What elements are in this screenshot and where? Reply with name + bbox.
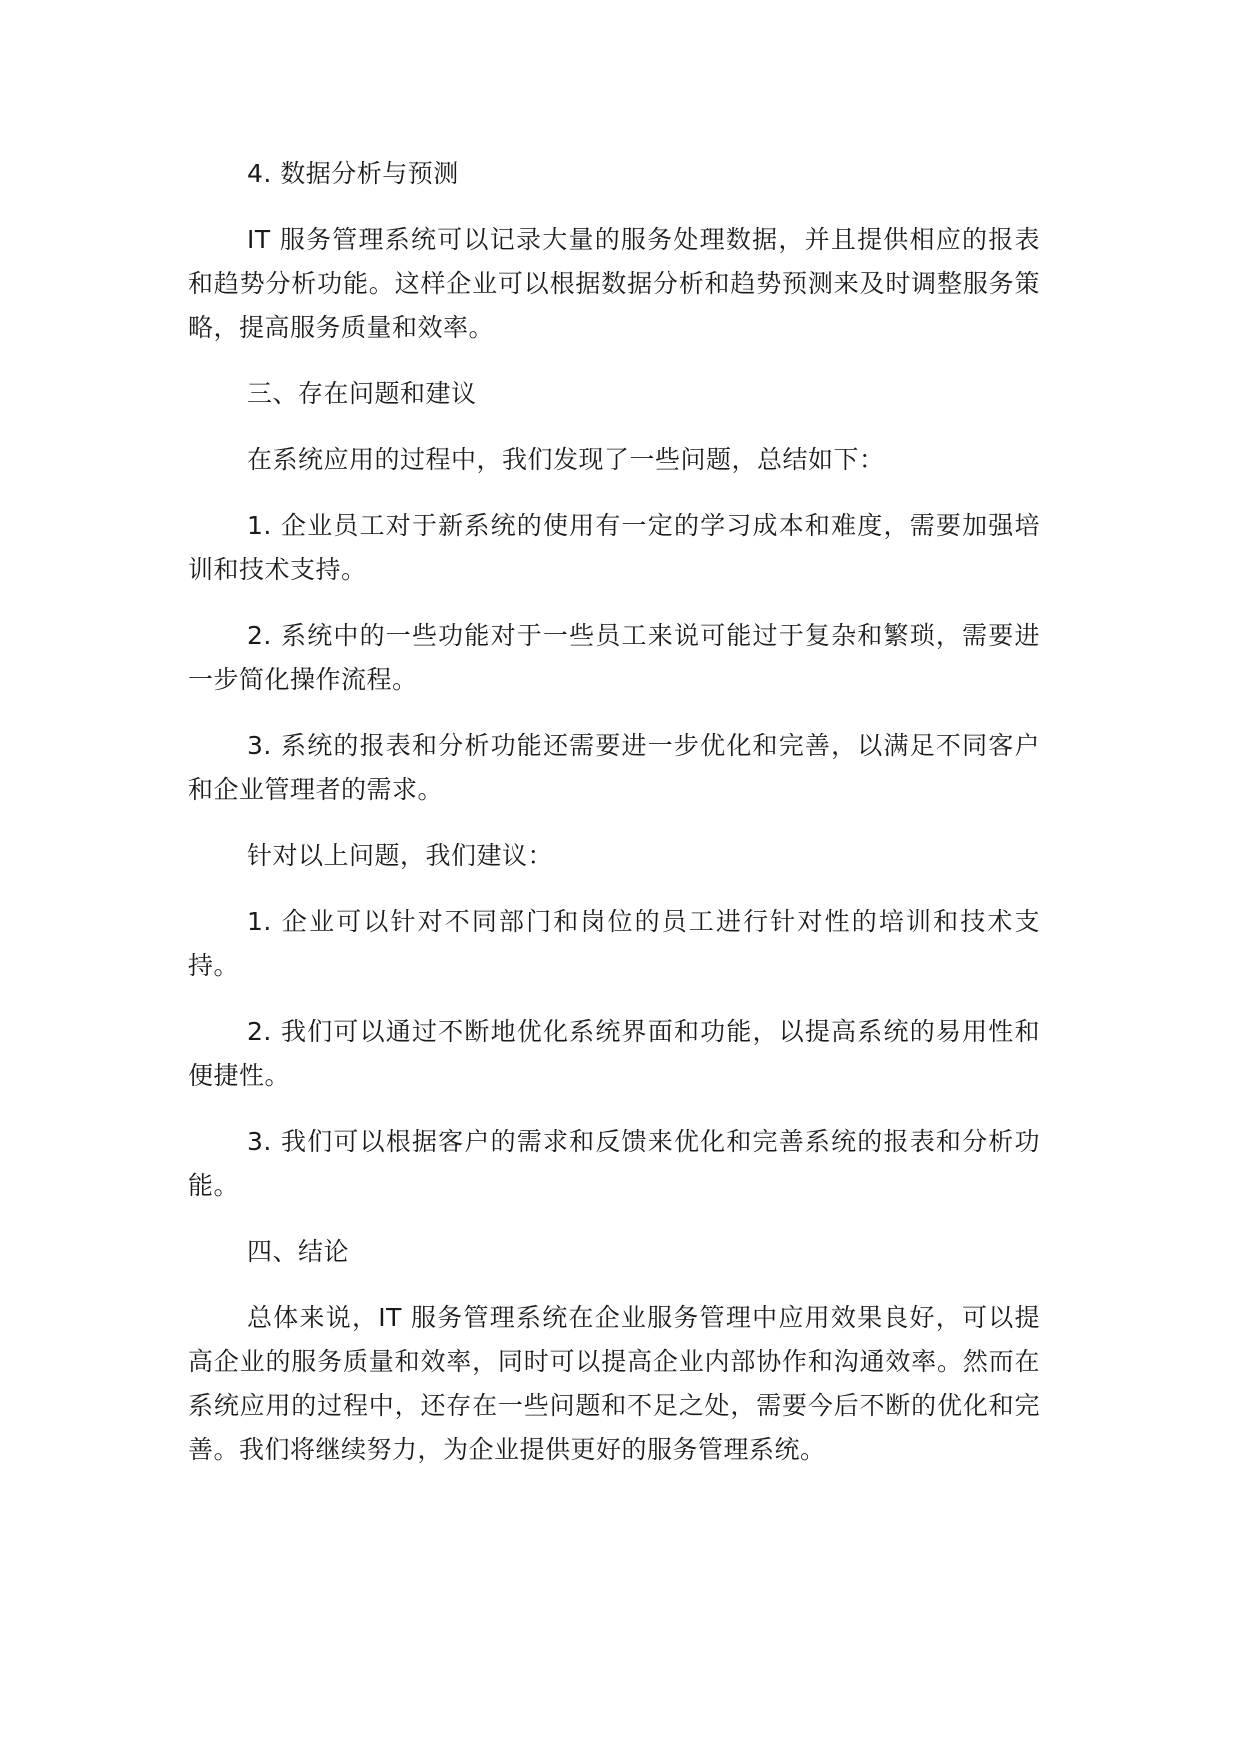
issue-item-1: 1. 企业员工对于新系统的使用有一定的学习成本和难度，需要加强培训和技术支持。 (188, 511, 1040, 584)
issue-item-2: 2. 系统中的一些功能对于一些员工来说可能过于复杂和繁琐，需要进一步简化操作流程。 (188, 621, 1040, 694)
paragraph-suggestions-intro: 针对以上问题，我们建议： (247, 841, 554, 870)
section-heading-data-analysis: 4. 数据分析与预测 (247, 159, 459, 188)
section-heading-issues-suggestions: 三、存在问题和建议 (247, 379, 477, 408)
section-heading-conclusion: 四、结论 (247, 1237, 350, 1266)
issue-item-3: 3. 系统的报表和分析功能还需要进一步优化和完善，以满足不同客户和企业管理者的需求。 (188, 731, 1040, 804)
paragraph-conclusion: 总体来说，IT 服务管理系统在企业服务管理中应用效果良好，可以提高企业的服务质量和效率，同时可以提高企业内部协作和沟通效率。然而在系统应用的过程中，还存在一些问题和不足之处，需要今后不断的优化和完善。我们将继续努力，为企业提供更好的服务管理系统。 (188, 1303, 1040, 1464)
paragraph-issues-intro: 在系统应用的过程中，我们发现了一些问题，总结如下： (247, 445, 885, 474)
suggestion-item-3: 3. 我们可以根据客户的需求和反馈来优化和完善系统的报表和分析功能。 (188, 1127, 1040, 1200)
suggestion-item-2: 2. 我们可以通过不断地优化系统界面和功能，以提高系统的易用性和便捷性。 (188, 1017, 1040, 1090)
paragraph-data-analysis: IT 服务管理系统可以记录大量的服务处理数据，并且提供相应的报表和趋势分析功能。这样企业可以根据数据分析和趋势预测来及时调整服务策略，提高服务质量和效率。 (188, 225, 1040, 342)
document-body (188, 152, 1040, 1494)
suggestion-item-1: 1. 企业可以针对不同部门和岗位的员工进行针对性的培训和技术支持。 (188, 907, 1040, 980)
